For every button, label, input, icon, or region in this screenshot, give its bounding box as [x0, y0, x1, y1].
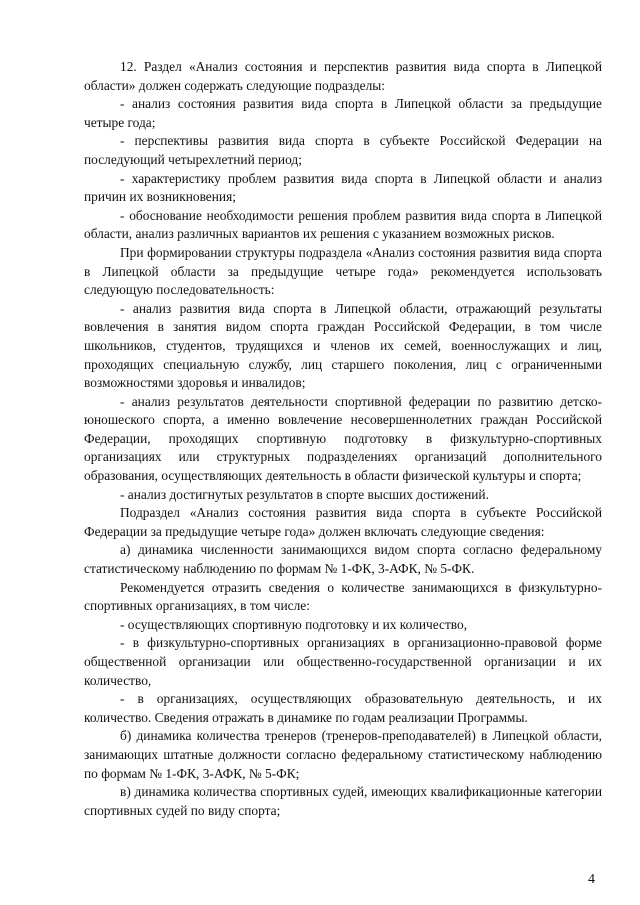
paragraph-item-educational-organizations: - в организациях, осуществляющих образовательную деятельность, и их количество. Сведения отражать в динамике по годам реализации Программы. [84, 691, 602, 725]
paragraph-item-sport-training: - осуществляющих спортивную подготовку и их количество, [120, 616, 468, 632]
paragraph-item-a-dynamics: а) динамика численности занимающихся видом спорта согласно федеральному статистическому наблюдению по формам № 1-ФК, 3-АФК, № 5-ФК. [84, 542, 602, 577]
paragraph-subsection-info: Подраздел «Анализ состояния развития вида спорта в субъекте Российской Федерации за предыдущие четыре года» должен включать следующие сведения: [84, 505, 602, 539]
paragraph-item-problems: - характеристику проблем развития вида спорта в Липецкой области и анализ причин их возникновения; [84, 170, 602, 205]
paragraph-item-c-judges: в) динамика количества спортивных судей, имеющих квалификационные категории спортивных судей по виду спорта; [84, 784, 602, 818]
paragraph-item-federation-results: - анализ результатов деятельности спортивной федерации по развитию детско-юношеского спорта, а именно вовлечение несовершеннолетних граждан Российской Федерации, проходящих спортивную подготовку в физкультурно-спортивных организациях или структурных подразделениях организаций дополнительного образования, осуществляющих деятельность в области физической культуры и спорта; [84, 393, 602, 484]
paragraph-item-analysis-state: - анализ состояния развития вида спорта в Липецкой области за предыдущие четыре года; [84, 96, 602, 130]
paragraph-item-development-analysis: - анализ развития вида спорта в Липецкой области, отражающий результаты вовлечения в занятия видом спорта граждан Российской Федерации, в том числе школьников, студентов, трудящихся и членов их семей, военнослужащих и лиц, проходящих специальную службу, лиц старшего поколения, лиц с ограниченными возможностями здоровья и инвалидов; [84, 300, 602, 391]
paragraph-item-high-achievements: - анализ достигнутых результатов в спорте высших достижений. [120, 486, 489, 502]
paragraph-structure-intro: При формировании структуры подраздела «Анализ состояния развития вида спорта в Липецкой области за предыдущие четыре года» рекомендуется использовать следующую последовательность: [84, 244, 602, 298]
paragraph-item-prospects: - перспективы развития вида спорта в субъекте Российской Федерации на последующий четырехлетний период; [84, 133, 602, 167]
document-body [84, 58, 602, 820]
paragraph-item-public-organizations: - в физкультурно-спортивных организациях в организационно-правовой форме общественной организации или общественно-государственной организации и их количество, [84, 635, 602, 688]
paragraph-item-justification: - обоснование необходимости решения проблем развития вида спорта в Липецкой области, анализ различных вариантов их решения с указанием возможных рисков. [84, 207, 602, 242]
paragraph-item-b-coaches: б) динамика количества тренеров (тренеров-преподавателей) в Липецкой области, занимающих штатные должности согласно федеральному статистическому наблюдению по формам № 1-ФК, 3-АФК, № 5-ФК; [84, 728, 602, 781]
paragraph-recommendation: Рекомендуется отразить сведения о количестве занимающихся в физкультурно-спортивных организациях, в том числе: [84, 579, 602, 614]
page-number: 4 [588, 872, 595, 887]
paragraph-section-12-heading: 12. Раздел «Анализ состояния и перспектив развития вида спорта в Липецкой области» должен содержать следующие подразделы: [84, 59, 602, 93]
